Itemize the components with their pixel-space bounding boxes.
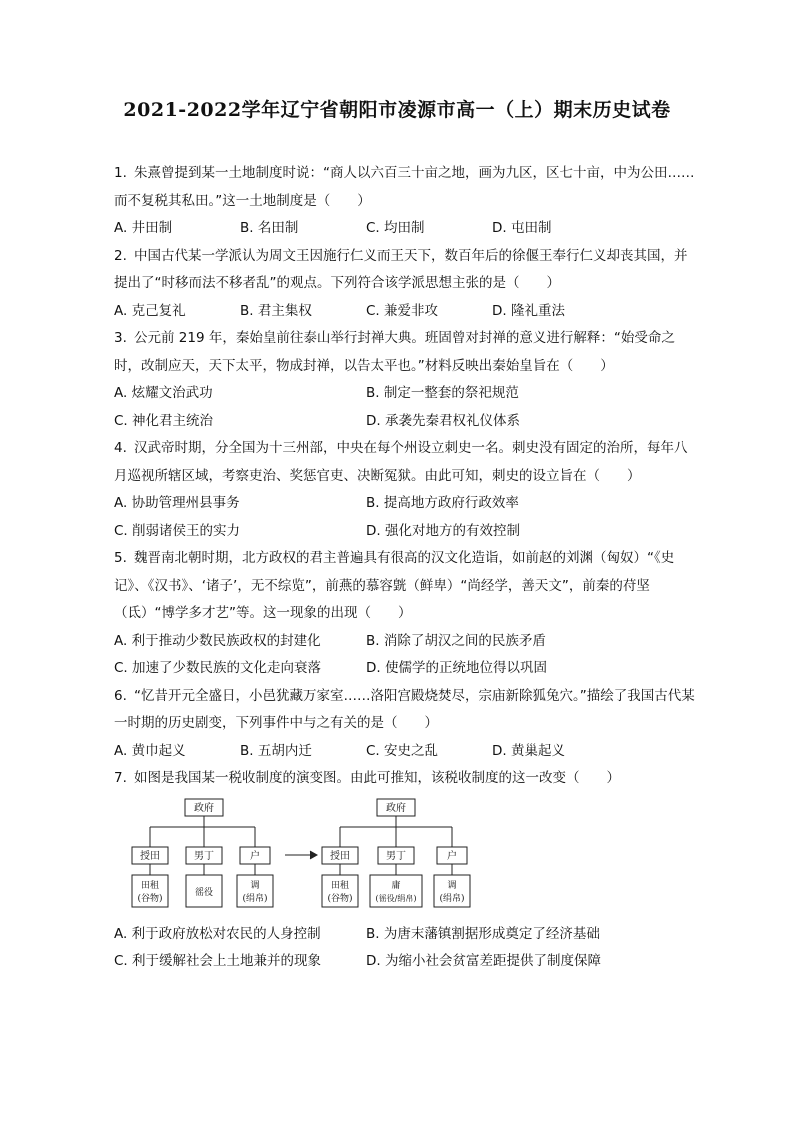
question-stem: 5. 魏晋南北朝时期，北方政权的君主普遍具有很高的汉文化造诣，如前赵的刘渊（匈奴）“《史记》、《汉书》、‘诸子’，无不综览”，前燕的慕容皝（鲜卑）“尚经学，善天文”，前秦的苻坚（氐）“博学多才艺”等。这一现象的出现（ ） [114, 550, 675, 621]
option-c: C. 安史之乱 [366, 742, 439, 759]
right-mid-1: 授田 [330, 850, 350, 862]
option-c: C. 削弱诸侯王的实力 [114, 522, 241, 539]
question-stem: 4. 汉武帝时期，分全国为十三州部，中央在每个州设立刺史一名。刺史没有固定的治所，每年八月巡视所辖区域，考察吏治、奖惩官吏、决断冤狱。由此可知，刺史的设立旨在（ ） [114, 440, 688, 484]
options [114, 738, 698, 766]
left-mid-3: 户 [250, 850, 260, 862]
options [114, 518, 698, 546]
option-b: B. 为唐末藩镇割据形成奠定了经济基础 [366, 925, 600, 942]
option-a: A. 利于推动少数民族政权的封建化 [114, 632, 321, 649]
options [114, 408, 698, 436]
option-b: B. 消除了胡汉之间的民族矛盾 [366, 632, 546, 649]
question-7 [114, 765, 698, 976]
option-b: B. 五胡内迁 [240, 742, 312, 759]
right-mid-2: 男丁 [386, 850, 406, 862]
right-bottom-2b: (徭役/绢帛) [375, 893, 417, 903]
tax-system-diagram [130, 797, 698, 917]
question-stem: 1. 朱熹曾提到某一土地制度时说：“商人以六百三十亩之地，画为九区，区七十亩，中为公田……而不复税其私田。”这一土地制度是（ ） [114, 165, 695, 209]
exam-title: 2021-2022学年辽宁省朝阳市凌源市高一（上）期末历史试卷 [123, 99, 671, 121]
left-bottom-1b: (谷物) [137, 893, 163, 904]
option-c: C. 加速了少数民族的文化走向衰落 [114, 660, 322, 676]
option-c: C. 利于缓解社会上土地兼并的现象 [114, 953, 322, 969]
right-bottom-1a: 田租 [330, 880, 350, 891]
question-5 [114, 545, 698, 683]
question-stem: 7. 如图是我国某一税收制度的演变图。由此可推知，该税收制度的这一改变（ ） [114, 770, 620, 786]
question-3 [114, 325, 698, 435]
right-bottom-3a: 调 [447, 880, 457, 891]
option-d: D. 黄巢起义 [492, 742, 565, 759]
option-d: D. 屯田制 [492, 220, 552, 236]
left-mid-1: 授田 [140, 850, 160, 862]
left-bottom-1a: 田租 [140, 880, 160, 891]
options [114, 490, 698, 518]
option-d: D. 隆礼重法 [492, 302, 565, 319]
question-stem: 3. 公元前 219 年，秦始皇前往泰山举行封禅大典。班固曾对封禅的意义进行解释：“始受命之时，改制应天，天下太平，物成封禅，以告太平也。”材料反映出秦始皇旨在（ ） [114, 330, 675, 374]
question-list [114, 160, 698, 976]
option-a: A. 克己复礼 [114, 302, 186, 319]
option-a: A. 炫耀文治武功 [114, 385, 213, 401]
option-a: A. 协助管理州县事务 [114, 495, 240, 511]
left-bottom-3b: (绢帛) [242, 893, 268, 904]
question-2 [114, 243, 698, 326]
option-d: D. 为缩小社会贫富差距提供了制度保障 [366, 953, 601, 969]
options [114, 628, 698, 656]
options [114, 298, 698, 326]
option-d: D. 强化对地方的有效控制 [366, 522, 520, 539]
right-bottom-1b: (谷物) [327, 893, 353, 904]
question-6 [114, 683, 698, 766]
option-d: D. 承袭先秦君权礼仪体系 [366, 412, 520, 429]
option-c: C. 神化君主统治 [114, 412, 214, 429]
diagram-svg [130, 797, 480, 917]
option-b: B. 君主集权 [240, 302, 312, 319]
option-c: C. 兼爱非攻 [366, 302, 439, 319]
option-a: A. 黄巾起义 [114, 742, 186, 759]
option-c: C. 均田制 [366, 220, 425, 236]
right-bottom-3b: (绢帛) [439, 893, 465, 904]
question-4 [114, 435, 698, 545]
option-a: A. 利于政府放松对农民的人身控制 [114, 925, 321, 942]
question-stem: 2. 中国古代某一学派认为周文王因施行仁义而王天下，数百年后的徐偃王奉行仁义却丧其国，并提出了“时移而法不移者乱”的观点。下列符合该学派思想主张的是（ ） [114, 247, 688, 291]
option-b: B. 提高地方政府行政效率 [366, 495, 519, 511]
option-b: B. 名田制 [240, 220, 299, 236]
option-a: A. 井田制 [114, 220, 173, 236]
left-bottom-2a: 徭役 [194, 887, 214, 898]
question-stem: 6. “忆昔开元全盛日，小邑犹藏万家室……洛阳宫殿烧焚尽，宗庙新除狐兔穴。”描绘了我国古代某一时期的历史剧变，下列事件中与之有关的是（ ） [114, 687, 695, 731]
left-mid-2: 男丁 [194, 850, 214, 862]
options [114, 921, 698, 949]
left-bottom-3a: 调 [250, 880, 260, 891]
right-gov-label: 政府 [386, 802, 406, 814]
options [114, 948, 698, 976]
right-bottom-2a: 庸 [391, 880, 401, 891]
question-1 [114, 160, 698, 243]
option-b: B. 制定一整套的祭祀规范 [366, 385, 519, 401]
right-mid-3: 户 [447, 850, 457, 862]
option-d: D. 使儒学的正统地位得以巩固 [366, 660, 547, 676]
left-gov-label: 政府 [194, 802, 214, 814]
options [114, 655, 698, 683]
options [114, 380, 698, 408]
options [114, 215, 698, 243]
